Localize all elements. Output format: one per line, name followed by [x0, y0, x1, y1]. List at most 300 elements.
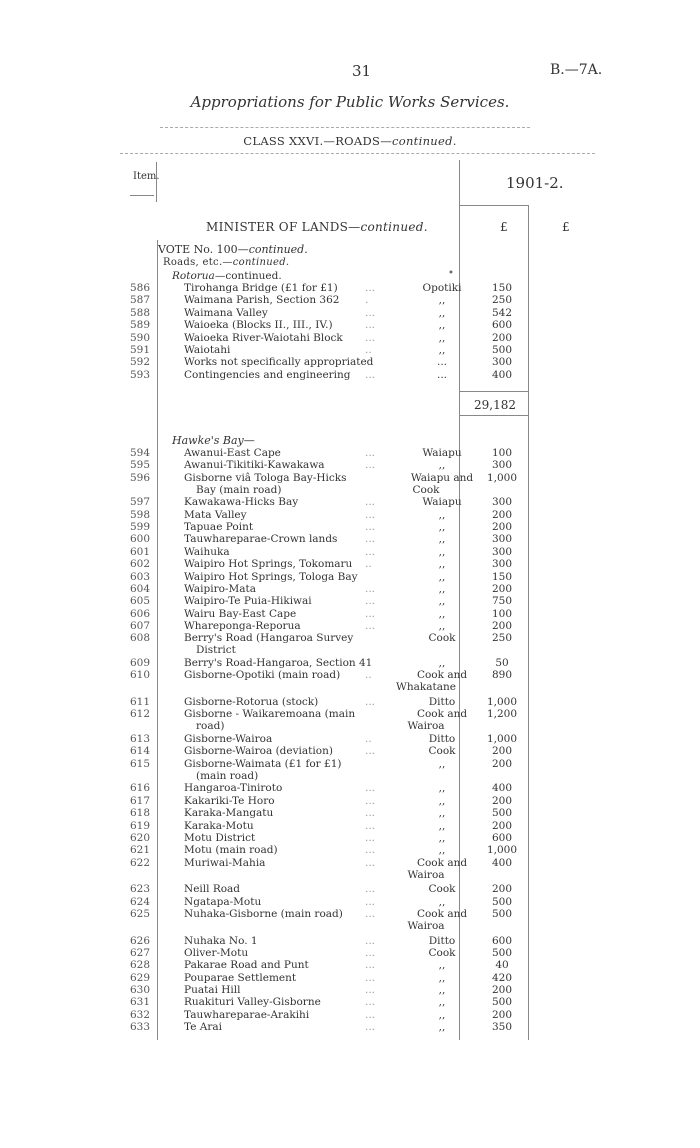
- leader-dots: ...: [365, 620, 376, 632]
- table-row: [0, 844, 700, 856]
- amount: 1,200: [486, 708, 518, 720]
- amount: 150: [491, 282, 513, 294]
- amount: 200: [491, 583, 513, 595]
- amount: 1,000: [486, 733, 518, 745]
- header-rule-top: [160, 127, 530, 128]
- page-number: 31: [352, 62, 372, 80]
- electoral-district: ,,: [438, 1009, 446, 1021]
- table-row: [0, 908, 700, 920]
- amount: 250: [491, 632, 513, 644]
- item-number: 589: [129, 319, 150, 331]
- item-name: Hangaroa-Tiniroto: [184, 782, 283, 794]
- amount: 300: [491, 546, 513, 558]
- table-row: [0, 472, 700, 484]
- leader-dots: ..: [365, 733, 372, 745]
- class-heading: [0, 134, 700, 148]
- leader-dots: ...: [365, 319, 376, 331]
- electoral-district: Cook and: [416, 857, 468, 869]
- document-code: B.—7A.: [550, 62, 603, 78]
- electoral-district: ,,: [438, 509, 446, 521]
- item-number: 612: [129, 708, 150, 720]
- electoral-district: Cook: [428, 632, 456, 644]
- item-number: 600: [129, 533, 150, 545]
- item-column-header: Item.: [133, 171, 160, 182]
- amount: 1,000: [486, 844, 518, 856]
- amount: 50: [495, 657, 509, 669]
- electoral-district: ,,: [438, 807, 446, 819]
- table-row: [0, 733, 700, 745]
- leader-dots: ...: [365, 282, 376, 294]
- electoral-district: ...: [436, 356, 447, 368]
- item-name: Awanui-East Cape: [184, 447, 281, 459]
- item-number: 624: [129, 896, 150, 908]
- amount: 200: [491, 820, 513, 832]
- vote-label-continued: continued.: [248, 243, 308, 256]
- leader-dots: ...: [365, 332, 376, 344]
- electoral-district: ,,: [438, 896, 446, 908]
- item-name: Gisborne - Waikaremoana (main: [184, 708, 356, 720]
- leader-dots: ...: [365, 1021, 376, 1033]
- electoral-district: ,,: [438, 294, 446, 306]
- electoral-district: Cook: [428, 947, 456, 959]
- electoral-district-continued: Wairoa: [407, 869, 445, 881]
- amount: 400: [491, 369, 513, 381]
- table-row: [0, 447, 700, 459]
- table-row: [0, 546, 700, 558]
- leader-dots: ...: [365, 1009, 376, 1021]
- electoral-district: ,,: [438, 558, 446, 570]
- amount: 150: [491, 571, 513, 583]
- table-row: [0, 595, 700, 607]
- electoral-district: ,,: [438, 307, 446, 319]
- table-row: [0, 832, 700, 844]
- item-number: 628: [129, 959, 150, 971]
- amount: 200: [491, 745, 513, 757]
- year-heading: 1901-2.: [506, 174, 564, 192]
- item-number: 610: [129, 669, 150, 681]
- leader-dots: ...: [365, 459, 376, 471]
- amount: 600: [491, 319, 513, 331]
- item-name: Gisborne-Opotiki (main road): [184, 669, 341, 681]
- item-number: 611: [129, 696, 150, 708]
- leader-dots: ..: [365, 558, 372, 570]
- amount: 200: [491, 758, 513, 770]
- table-row: [0, 795, 700, 807]
- subtotal-rule-bottom: [459, 415, 529, 416]
- amount: 100: [491, 447, 513, 459]
- electoral-district-continued: Cook: [412, 484, 440, 496]
- amount: 1,000: [486, 472, 518, 484]
- item-number: 605: [129, 595, 150, 607]
- table-row: [0, 583, 700, 595]
- item-number: 601: [129, 546, 150, 558]
- item-number: 594: [129, 447, 150, 459]
- header-rule-bottom: [120, 153, 595, 154]
- table-row: [0, 294, 700, 306]
- table-row: [0, 708, 700, 720]
- minister-text: MINISTER OF LANDS—: [206, 220, 361, 234]
- table-row: [0, 307, 700, 319]
- item-name: Mata Valley: [184, 509, 247, 521]
- table-row: [0, 533, 700, 545]
- table-row: [0, 935, 700, 947]
- electoral-district: ,,: [438, 595, 446, 607]
- item-number: 633: [129, 1021, 150, 1033]
- table-row: [0, 807, 700, 819]
- item-number: 595: [129, 459, 150, 471]
- item-number: 599: [129, 521, 150, 533]
- amount: 200: [491, 883, 513, 895]
- leader-dots: ...: [365, 583, 376, 595]
- electoral-district: ,,: [438, 533, 446, 545]
- item-name: Karaka-Mangatu: [184, 807, 274, 819]
- amount: 500: [491, 947, 513, 959]
- leader-dots: ...: [365, 782, 376, 794]
- electoral-district: Cook: [428, 745, 456, 757]
- currency-symbol-1: £: [500, 220, 508, 234]
- leader-dots: ...: [365, 369, 376, 381]
- item-name-continued: District: [196, 644, 236, 656]
- item-number: 593: [129, 369, 150, 381]
- amount: 600: [491, 832, 513, 844]
- leader-dots: ..: [365, 344, 372, 356]
- item-name: Tauwhareparae-Arakihi: [184, 1009, 310, 1021]
- table-row: [0, 620, 700, 632]
- item-number: 590: [129, 332, 150, 344]
- item-name: Puatai Hill: [184, 984, 241, 996]
- item-number: 586: [129, 282, 150, 294]
- leader-dots: ...: [365, 972, 376, 984]
- leader-dots: ...: [365, 984, 376, 996]
- item-number: 626: [129, 935, 150, 947]
- item-name: Waioeka (Blocks II., III., IV.): [184, 319, 333, 331]
- subtotal-rule-top: [459, 391, 529, 392]
- stray-mark: •: [448, 268, 454, 279]
- amount: 300: [491, 356, 513, 368]
- item-name: Works not specifically appropriated: [184, 356, 374, 368]
- item-number: 627: [129, 947, 150, 959]
- item-name: Neill Road: [184, 883, 241, 895]
- leader-dots: ...: [365, 546, 376, 558]
- item-number: 617: [129, 795, 150, 807]
- amount: 200: [491, 509, 513, 521]
- electoral-district: Cook and: [416, 669, 468, 681]
- leader-dots: ...: [365, 959, 376, 971]
- roads-text: Roads, etc.—: [163, 257, 233, 268]
- electoral-district: ,,: [438, 1021, 446, 1033]
- currency-symbol-2: £: [562, 220, 570, 234]
- item-name: Kawakawa-Hicks Bay: [184, 496, 299, 508]
- amount: 750: [491, 595, 513, 607]
- amount: 200: [491, 795, 513, 807]
- item-number: 615: [129, 758, 150, 770]
- table-row: [0, 883, 700, 895]
- item-column-rule: [156, 162, 157, 202]
- item-number: 607: [129, 620, 150, 632]
- electoral-district: Waiapu: [422, 447, 462, 459]
- item-name: Gisborne-Rotorua (stock): [184, 696, 319, 708]
- table-row: [0, 947, 700, 959]
- roads-continued: continued.: [232, 257, 290, 268]
- item-name: Contingencies and engineering: [184, 369, 351, 381]
- amount: 300: [491, 533, 513, 545]
- amount: 300: [491, 496, 513, 508]
- item-name: Gisborne viâ Tologa Bay-Hicks: [184, 472, 347, 484]
- leader-dots: ...: [365, 883, 376, 895]
- item-header-rule: [130, 195, 154, 196]
- table-row: [0, 571, 700, 583]
- electoral-district: ,,: [438, 657, 446, 669]
- minister-continued: continued.: [360, 220, 428, 234]
- electoral-district: ,,: [438, 959, 446, 971]
- item-number: 622: [129, 857, 150, 869]
- item-name: Motu (main road): [184, 844, 278, 856]
- electoral-district: ...: [436, 369, 447, 381]
- item-name: Tapuae Point: [184, 521, 254, 533]
- item-number: 608: [129, 632, 150, 644]
- item-name: Karaka-Motu: [184, 820, 254, 832]
- leader-dots: ...: [365, 807, 376, 819]
- electoral-district: ,,: [438, 571, 446, 583]
- page-title: Appropriations for Public Works Services.: [190, 93, 510, 111]
- item-number: 603: [129, 571, 150, 583]
- electoral-district: ,,: [438, 984, 446, 996]
- amount: 1,000: [486, 696, 518, 708]
- electoral-district: Cook: [428, 883, 456, 895]
- table-row: [0, 459, 700, 471]
- item-name: Whareponga-Reporua: [184, 620, 301, 632]
- table-row: [0, 344, 700, 356]
- electoral-district: Waiapu and: [410, 472, 474, 484]
- amount: 200: [491, 521, 513, 533]
- electoral-district: ,,: [438, 620, 446, 632]
- item-name: Waioeka River-Waiotahi Block: [184, 332, 343, 344]
- table-row: [0, 521, 700, 533]
- item-name: Kakariki-Te Horo: [184, 795, 275, 807]
- class-heading-text: CLASS XXVI.—ROADS—: [243, 134, 392, 148]
- item-name: Muriwai-Mahia: [184, 857, 266, 869]
- table-row: [0, 1021, 700, 1033]
- item-number: 609: [129, 657, 150, 669]
- item-name-continued: (main road): [196, 770, 259, 782]
- amount: 100: [491, 608, 513, 620]
- item-number: 596: [129, 472, 150, 484]
- leader-dots: ...: [365, 947, 376, 959]
- table-row: [0, 608, 700, 620]
- electoral-district: ,,: [438, 844, 446, 856]
- item-name: Waihuka: [184, 546, 230, 558]
- table-row: [0, 758, 700, 770]
- item-name-continued: Bay (main road): [196, 484, 282, 496]
- table-row: [0, 657, 700, 669]
- item-name: Pakarae Road and Punt: [184, 959, 309, 971]
- electoral-district: ,,: [438, 459, 446, 471]
- table-row: [0, 820, 700, 832]
- table-row: [0, 356, 700, 368]
- electoral-district: Ditto: [428, 935, 456, 947]
- leader-dots: ...: [365, 533, 376, 545]
- vote-label-text: VOTE No. 100—: [158, 243, 249, 256]
- electoral-district: Cook and: [416, 908, 468, 920]
- electoral-district: ,,: [438, 795, 446, 807]
- item-name: Waimana Valley: [184, 307, 268, 319]
- item-number: 604: [129, 583, 150, 595]
- electoral-district: Waiapu: [422, 496, 462, 508]
- item-number: 591: [129, 344, 150, 356]
- region-continued: —continued.: [214, 270, 282, 282]
- table-row: [0, 782, 700, 794]
- item-name: Tauwhareparae-Crown lands: [184, 533, 338, 545]
- table-row: [0, 558, 700, 570]
- amount: 300: [491, 459, 513, 471]
- item-name: Tirohanga Bridge (£1 for £1): [184, 282, 338, 294]
- table-row: [0, 282, 700, 294]
- table-row: [0, 959, 700, 971]
- amount: 250: [491, 294, 513, 306]
- minister-heading: [206, 220, 428, 234]
- electoral-district: ,,: [438, 832, 446, 844]
- table-row: [0, 1009, 700, 1021]
- leader-dots: ..: [365, 669, 372, 681]
- item-number: 618: [129, 807, 150, 819]
- item-number: 620: [129, 832, 150, 844]
- item-number: 621: [129, 844, 150, 856]
- electoral-district-continued: Wairoa: [407, 920, 445, 932]
- item-number: 598: [129, 509, 150, 521]
- amount: 400: [491, 857, 513, 869]
- table-row: [0, 509, 700, 521]
- item-number: 606: [129, 608, 150, 620]
- leader-dots: ...: [365, 844, 376, 856]
- amount: 500: [491, 344, 513, 356]
- item-name: Gisborne-Waimata (£1 for £1): [184, 758, 342, 770]
- leader-dots: ...: [365, 696, 376, 708]
- electoral-district: ,,: [438, 546, 446, 558]
- leader-dots: ...: [365, 795, 376, 807]
- amount: 500: [491, 996, 513, 1008]
- table-row: [0, 996, 700, 1008]
- leader-dots: ...: [365, 896, 376, 908]
- amount: 200: [491, 332, 513, 344]
- amount: 420: [491, 972, 513, 984]
- electoral-district: ,,: [438, 820, 446, 832]
- item-name: Awanui-Tikitiki-Kawakawa: [184, 459, 325, 471]
- electoral-district-continued: Wairoa: [407, 720, 445, 732]
- table-row: [0, 369, 700, 381]
- table-row: [0, 496, 700, 508]
- item-number: 597: [129, 496, 150, 508]
- electoral-district: Opotiki: [422, 282, 462, 294]
- amount: 542: [491, 307, 513, 319]
- leader-dots: ...: [365, 832, 376, 844]
- item-name: Waiotahi: [184, 344, 231, 356]
- electoral-district: Ditto: [428, 696, 456, 708]
- item-number: 602: [129, 558, 150, 570]
- item-name: Waimana Parish, Section 362: [184, 294, 340, 306]
- region-heading-hawkes-bay: Hawke's Bay—: [172, 434, 255, 447]
- item-name: Gisborne-Wairoa: [184, 733, 273, 745]
- table-row: [0, 745, 700, 757]
- leader-dots: ...: [365, 857, 376, 869]
- amount: 200: [491, 620, 513, 632]
- table-row: [0, 896, 700, 908]
- item-name: Waipiro-Te Puia-Hikiwai: [184, 595, 312, 607]
- amount: 350: [491, 1021, 513, 1033]
- leader-dots: ...: [365, 820, 376, 832]
- leader-dots: ...: [365, 496, 376, 508]
- amount: 500: [491, 807, 513, 819]
- electoral-district: ,,: [438, 332, 446, 344]
- rotorua-total: 29,182: [474, 398, 516, 412]
- electoral-district: Ditto: [428, 733, 456, 745]
- electoral-district: ,,: [438, 521, 446, 533]
- leader-dots: ...: [365, 521, 376, 533]
- amount: 500: [491, 896, 513, 908]
- item-number: 619: [129, 820, 150, 832]
- electoral-district: ,,: [438, 608, 446, 620]
- item-name: Waipiro Hot Springs, Tologa Bay: [184, 571, 358, 583]
- item-name: Ngatapa-Motu: [184, 896, 262, 908]
- electoral-district: ,,: [438, 996, 446, 1008]
- leader-dots: ...: [365, 509, 376, 521]
- item-name: Motu District: [184, 832, 256, 844]
- region-heading-rotorua: [172, 270, 282, 282]
- item-number: 616: [129, 782, 150, 794]
- electoral-district: ,,: [438, 782, 446, 794]
- leader-dots: ...: [365, 908, 376, 920]
- item-name: Waipiro-Mata: [184, 583, 256, 595]
- amount: 200: [491, 1009, 513, 1021]
- leader-dots: ...: [365, 608, 376, 620]
- leader-dots: .: [365, 294, 369, 306]
- item-name: Waipiro Hot Springs, Tokomaru: [184, 558, 353, 570]
- item-number: 623: [129, 883, 150, 895]
- item-name: Wairu Bay-East Cape: [184, 608, 297, 620]
- item-name: Pouparae Settlement: [184, 972, 297, 984]
- table-row: [0, 669, 700, 681]
- table-row: [0, 857, 700, 869]
- item-name: Te Arai: [184, 1021, 222, 1033]
- item-name: Nuhaka No. 1: [184, 935, 258, 947]
- item-number: 588: [129, 307, 150, 319]
- amount: 200: [491, 984, 513, 996]
- electoral-district: ,,: [438, 972, 446, 984]
- electoral-district: ,,: [438, 344, 446, 356]
- amount: 600: [491, 935, 513, 947]
- leader-dots: ...: [365, 447, 376, 459]
- electoral-district: ,,: [438, 583, 446, 595]
- electoral-district: ,,: [438, 319, 446, 331]
- region-name: Rotorua: [172, 270, 215, 282]
- amount: 890: [491, 669, 513, 681]
- item-name: Nuhaka-Gisborne (main road): [184, 908, 343, 920]
- electoral-district: ,,: [438, 758, 446, 770]
- item-number: 587: [129, 294, 150, 306]
- item-name: Berry's Road-Hangaroa, Section 41: [184, 657, 373, 669]
- electoral-district-continued: Whakatane: [396, 681, 456, 693]
- leader-dots: ...: [365, 745, 376, 757]
- table-row: [0, 972, 700, 984]
- table-row: [0, 319, 700, 331]
- amount: 400: [491, 782, 513, 794]
- item-number: 629: [129, 972, 150, 984]
- item-number: 631: [129, 996, 150, 1008]
- item-number: 630: [129, 984, 150, 996]
- roads-subheading: [163, 257, 289, 268]
- table-row: [0, 332, 700, 344]
- item-name: Ruakituri Valley-Gisborne: [184, 996, 321, 1008]
- amount-header-rule: [459, 205, 529, 206]
